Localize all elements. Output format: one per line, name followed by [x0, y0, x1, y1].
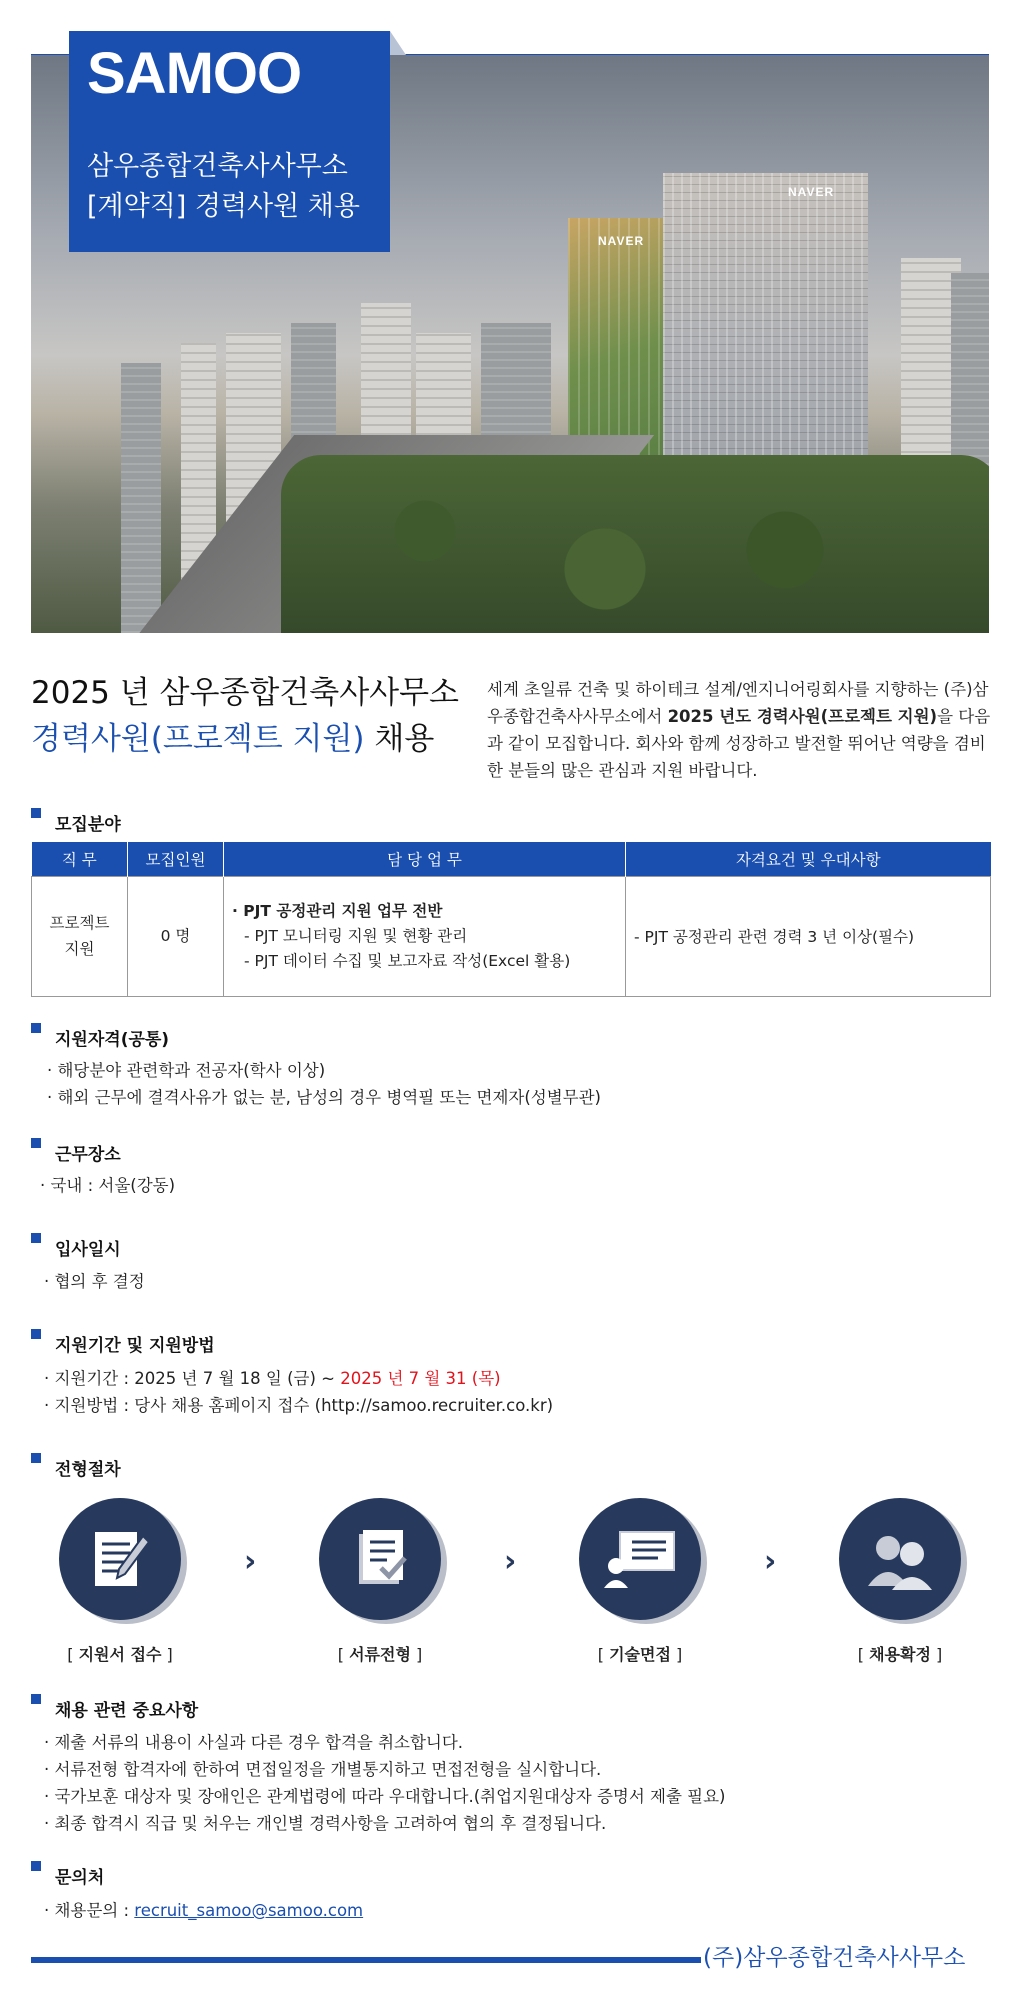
brand-fold	[390, 31, 406, 55]
step-label: 채용확정	[869, 1645, 931, 1664]
people-icon	[860, 1524, 940, 1594]
building-sign: NAVER	[598, 234, 645, 248]
eligibility-item: · 해외 근무에 결격사유가 없는 분, 남성의 경우 병역필 또는 면제자(성별무관)	[47, 1088, 601, 1107]
intro-paragraph	[487, 676, 992, 784]
table-header-row	[32, 842, 991, 876]
note-item: · 최종 합격시 직급 및 처우는 개인별 경력사항을 고려하여 협의 후 결정됩니다.	[44, 1814, 607, 1833]
step-label: 지원서 접수	[78, 1645, 162, 1664]
contact-email-link[interactable]: recruit_samoo@samoo.com	[134, 1901, 364, 1920]
title-position: 경력사원(프로젝트 지원)	[31, 721, 365, 757]
recruit-table	[31, 842, 991, 997]
deadline: 2025 년 7 월 31 (목)	[340, 1369, 501, 1388]
square-bullet-icon	[31, 1138, 41, 1148]
process-step: [ 기술면접 ]	[570, 1498, 710, 1665]
section-title-start-date: 입사일시	[31, 1235, 121, 1260]
trees	[281, 455, 989, 633]
process-step: [ 지원서 접수 ]	[50, 1498, 190, 1665]
samoo-logo: SAMOO	[87, 41, 302, 106]
chevron-right-icon: ›	[764, 1544, 777, 1579]
application-form-icon	[85, 1524, 155, 1594]
section-title-location: 근무장소	[31, 1140, 121, 1165]
hero-subtitle-line1: 삼우종합건축사사무소	[87, 151, 348, 182]
header-duty: 담 당 업 무	[224, 842, 626, 876]
step-label: 기술면접	[609, 1645, 671, 1664]
hero-subtitle-line2: [계약직] 경력사원 채용	[87, 191, 360, 222]
square-bullet-icon	[31, 1329, 41, 1339]
title-tail: 채용	[364, 721, 435, 757]
section-title-contact: 문의처	[31, 1863, 104, 1888]
process-step: [ 서류전형 ]	[310, 1498, 450, 1665]
eligibility-item: · 해당분야 관련학과 전공자(학사 이상)	[47, 1061, 326, 1080]
title-line1: 2025 년 삼우종합건축사사무소	[31, 675, 460, 711]
presentation-icon	[600, 1524, 680, 1594]
header-job: 직 무	[32, 842, 128, 876]
note-item: · 제출 서류의 내용이 사실과 다른 경우 합격을 취소합니다.	[44, 1733, 464, 1752]
application-period: · 지원기간 : 2025 년 7 월 18 일 (금) ~ 2025 년 7 월 31 (목)	[44, 1369, 501, 1388]
intro-part2: 을 다음과 같이 모집합니다. 회사와 함께 성장하고 발전할 뛰어난 역량을 겸비한 분들의 많은 관심과 지원 바랍니다.	[487, 707, 991, 780]
section-title-eligibility: 지원자격(공통)	[31, 1025, 169, 1050]
start-date-text: · 협의 후 결정	[44, 1272, 145, 1291]
step-label: 서류전형	[349, 1645, 411, 1664]
cell-job: 프로젝트 지원	[32, 876, 128, 996]
header-headcount: 모집인원	[128, 842, 224, 876]
square-bullet-icon	[31, 1694, 41, 1704]
building	[121, 363, 161, 633]
square-bullet-icon	[31, 1023, 41, 1033]
chevron-right-icon: ›	[504, 1544, 517, 1579]
section-title-process: 전형절차	[31, 1455, 121, 1480]
square-bullet-icon	[31, 1453, 41, 1463]
chevron-right-icon: ›	[244, 1544, 257, 1579]
section-title-recruit: 모집분야	[31, 810, 121, 835]
brand-box	[69, 31, 390, 252]
cell-qualification: - PJT 공정관리 관련 경력 3 년 이상(필수)	[626, 876, 991, 996]
contact-line: · 채용문의 : recruit_samoo@samoo.com	[44, 1901, 364, 1920]
cell-headcount: 0 명	[128, 876, 224, 996]
note-item: · 서류전형 합격자에 한하여 면접일정을 개별통지하고 면접전형을 실시합니다.	[44, 1760, 602, 1779]
table-row	[32, 876, 991, 996]
cell-duty: · PJT 공정관리 지원 업무 전반 - PJT 모니터링 지원 및 현황 관리 - PJT 데이터 수집 및 보고자료 작성(Excel 활용)	[224, 876, 626, 996]
page-title	[31, 670, 459, 762]
intro-bold: 2025 년도 경력사원(프로젝트 지원)	[667, 707, 938, 726]
location-text: · 국내 : 서울(강동)	[40, 1176, 176, 1195]
note-item: · 국가보훈 대상자 및 장애인은 관계법령에 따라 우대합니다.(취업지원대상자 증명서 제출 필요)	[44, 1787, 726, 1806]
footer-line	[31, 1957, 701, 1963]
section-title-notes: 채용 관련 중요사항	[31, 1696, 198, 1721]
footer-company: (주)삼우종합건축사사무소	[703, 1945, 966, 1971]
square-bullet-icon	[31, 808, 41, 818]
title-line2	[31, 716, 459, 762]
square-bullet-icon	[31, 1233, 41, 1243]
section-title-application: 지원기간 및 지원방법	[31, 1331, 215, 1356]
header-qualification: 자격요건 및 우대사항	[626, 842, 991, 876]
square-bullet-icon	[31, 1861, 41, 1871]
building-sign: NAVER	[788, 185, 835, 199]
process-step: [ 채용확정 ]	[830, 1498, 970, 1665]
application-method: · 지원방법 : 당사 채용 홈페이지 접수 (http://samoo.recruiter.co.kr)	[44, 1396, 554, 1415]
process-steps	[31, 1498, 991, 1664]
document-check-icon	[345, 1524, 415, 1594]
intro-part1: 세계 초일류 건축 및 하이테크 설계/엔지니어링회사를 지향하는 (주)삼우종합건축사사무소에서	[487, 680, 989, 726]
